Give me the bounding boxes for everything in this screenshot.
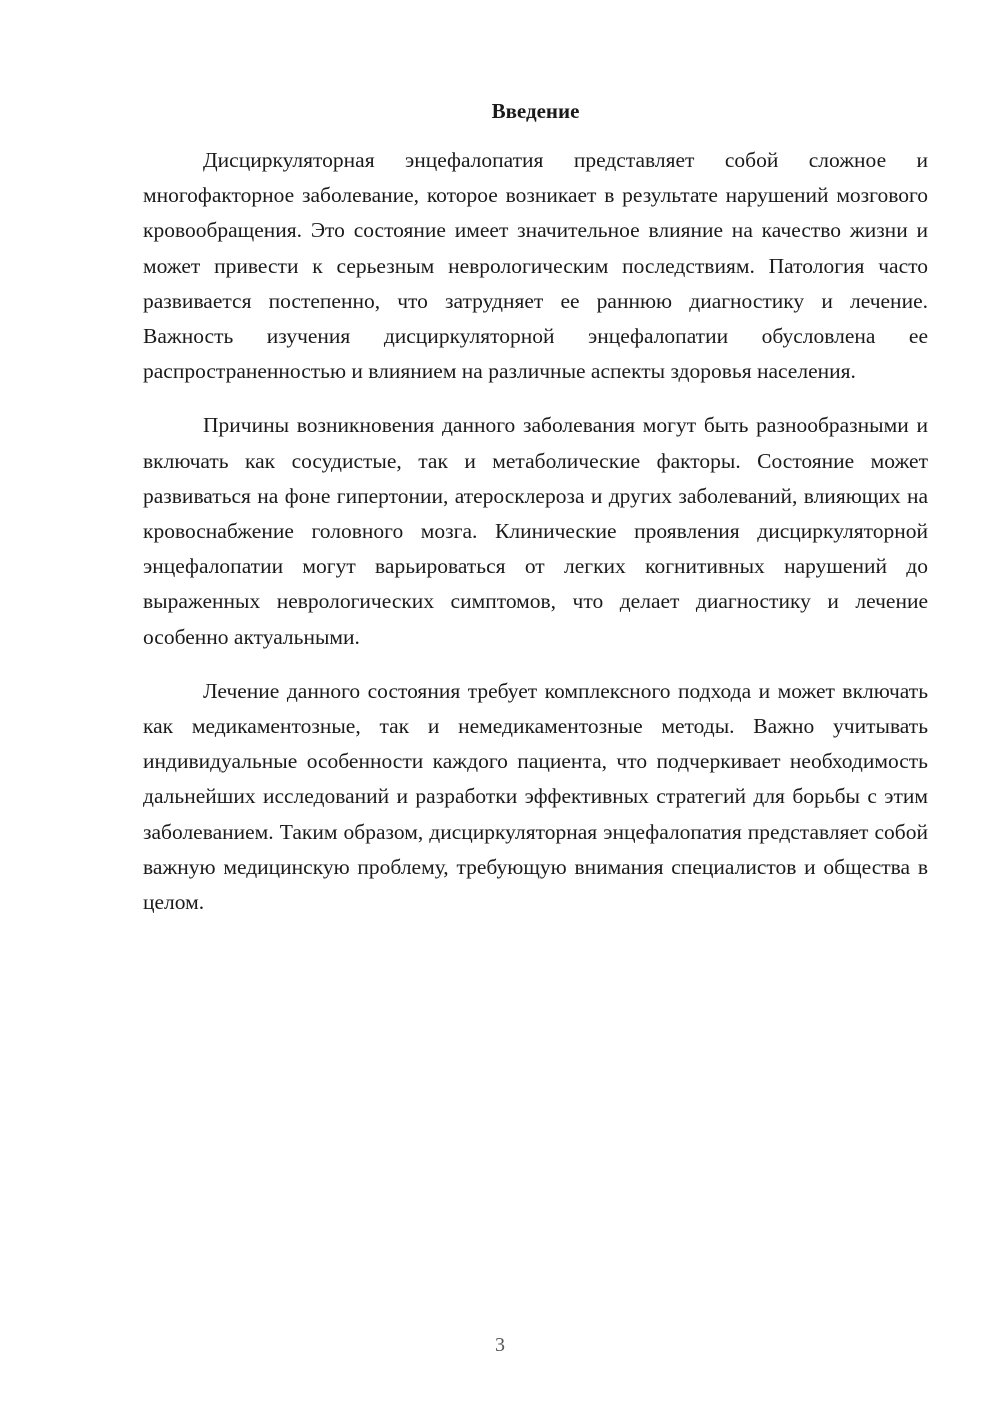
paragraph-3: Лечение данного состояния требует комплексного подхода и может включать как медикаментозные, так и немедикаментозные методы. Важно учитывать индивидуальные особенности каждого пациента, что подчеркивает необходимость дальнейших исследований и разработки эффективных стратегий для борьбы с этим заболеванием. Таким образом, дисциркуляторная энцефалопатия представляет собой важную медицинскую проблему, требующую внимания специалистов и общества в целом.	[143, 678, 928, 915]
section-title: Введение	[491, 99, 580, 123]
page-number: 3	[495, 1334, 505, 1356]
paragraph-2: Причины возникновения данного заболевания могут быть разнообразными и включать как сосудистые, так и метаболические факторы. Состояние может развиваться на фоне гипертонии, атеросклероза и других заболеваний, влияющих на кровоснабжение головного мозга. Клинические проявления дисциркуляторной энцефалопатии могут варьироваться от легких когнитивных нарушений до выраженных неврологических симптомов, что делает диагностику и лечение особенно актуальными.	[143, 413, 928, 649]
paragraph-1: Дисциркуляторная энцефалопатия представляет собой сложное и многофакторное заболевание, которое возникает в результате нарушений мозгового кровообращения. Это состояние имеет значительное влияние на качество жизни и может привести к серьезным неврологическим последствиям. Патология часто развивается постепенно, что затрудняет ее раннюю диагностику и лечение. Важность изучения дисциркуляторной энцефалопатии обусловлена ее распространенностью и влиянием на различные аспекты здоровья населения.	[143, 148, 928, 384]
document-body	[143, 97, 928, 939]
